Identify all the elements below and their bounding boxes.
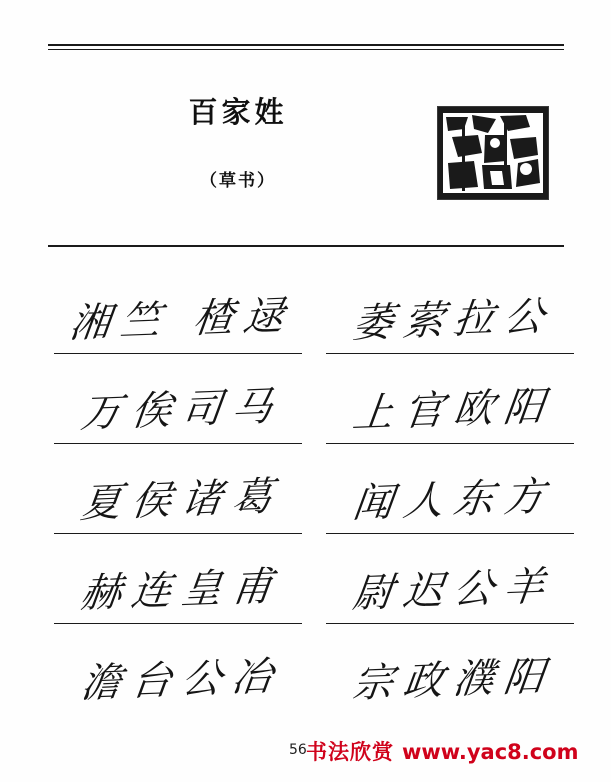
calligraphy-grid: [48, 270, 564, 720]
page-subtitle: （草书）: [200, 170, 276, 191]
header-rule-thin: [48, 49, 564, 50]
calligraphy-cell-right: [326, 276, 574, 350]
calligraphy-text: 闻人东方: [350, 473, 557, 528]
calligraphy-text: 赫连皇甫: [78, 563, 285, 618]
calligraphy-baseline-left: [54, 443, 302, 444]
watermark: [306, 736, 596, 766]
calligraphy-row: [48, 540, 564, 630]
calligraphy-row: [48, 450, 564, 540]
calligraphy-baseline-right: [326, 623, 574, 624]
header-divider-rule: [48, 245, 564, 247]
calligraphy-cell-left: [54, 276, 302, 350]
calligraphy-cell-right: [326, 636, 574, 710]
page-title: 百家姓: [188, 95, 288, 129]
calligraphy-cell-right: [326, 366, 574, 440]
woodcut-illustration: [437, 106, 549, 200]
calligraphy-cell-left: [54, 456, 302, 530]
watermark-url: www.yac8.com: [402, 740, 579, 764]
calligraphy-text: 澹台公冶: [78, 653, 285, 708]
calligraphy-text: 万俟司马: [78, 383, 285, 438]
calligraphy-cell-left: [54, 546, 302, 620]
page-number: 56: [289, 742, 307, 758]
calligraphy-cell-right: [326, 456, 574, 530]
calligraphy-text: 夏侯诸葛: [78, 473, 285, 528]
calligraphy-text: 湘竺 楂逯: [67, 292, 297, 348]
header-rule-thick: [48, 44, 564, 46]
calligraphy-row: [48, 360, 564, 450]
calligraphy-baseline-left: [54, 353, 302, 354]
calligraphy-cell-left: [54, 636, 302, 710]
calligraphy-baseline-right: [326, 533, 574, 534]
calligraphy-text: 宗政濮阳: [350, 653, 557, 708]
watermark-chinese: 书法欣赏: [306, 740, 394, 764]
title-block: [48, 95, 428, 191]
calligraphy-row: [48, 270, 564, 360]
calligraphy-text: 尉迟公羊: [350, 563, 557, 618]
calligraphy-cell-right: [326, 546, 574, 620]
calligraphy-baseline-right: [326, 353, 574, 354]
calligraphy-baseline-left: [54, 533, 302, 534]
calligraphy-cell-left: [54, 366, 302, 440]
calligraphy-baseline-left: [54, 623, 302, 624]
calligraphy-baseline-right: [326, 443, 574, 444]
calligraphy-text: 上官欧阳: [350, 383, 557, 438]
calligraphy-text: 萎萦拉公: [350, 293, 557, 348]
calligraphy-row: [48, 630, 564, 720]
